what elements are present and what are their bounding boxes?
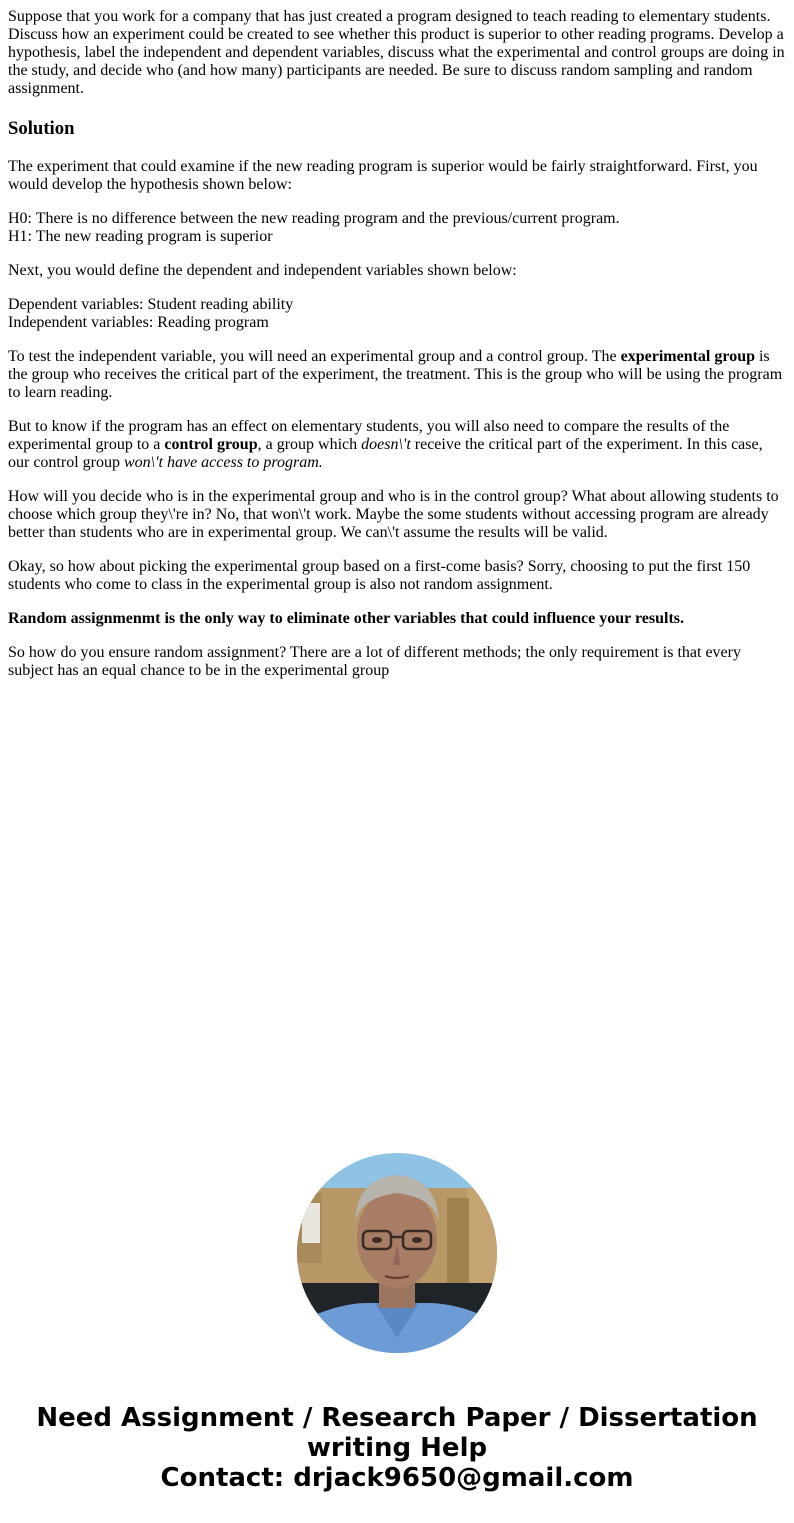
experimental-group-term: experimental group bbox=[620, 348, 755, 365]
document-body bbox=[8, 8, 786, 696]
null-hypothesis: H0: There is no difference between the new reading program and the previous/current program. bbox=[8, 210, 620, 227]
text-segment: But to know if the program has an effect on elementary students, you will also need to compare the results of the experimental group to a bbox=[8, 418, 730, 453]
solution-intro: The experiment that could examine if the new reading program is superior would be fairly straightforward. First, you would develop the hypothesis shown below: bbox=[8, 158, 758, 193]
alternative-hypothesis: H1: The new reading program is superior bbox=[8, 228, 273, 245]
promo-banner bbox=[0, 1403, 794, 1493]
hypotheses-block bbox=[8, 210, 786, 246]
promo-line-1: Need Assignment / Research Paper / Dissertation bbox=[36, 1403, 758, 1433]
independent-variable: Independent variables: Reading program bbox=[8, 314, 269, 331]
first-come-paragraph: Okay, so how about picking the experimental group based on a first-come basis? Sorry, choosing to put the first 150 students who come to class in the experimental group is also not random assignment. bbox=[8, 558, 751, 593]
question-text: Suppose that you work for a company that has just created a program designed to teach reading to elementary students. Discuss how an experiment could be created to see whether this product is superior to other reading programs. Develop a hypothesis, label the independent and dependent variables, discuss what the experimental and control groups are doing in the study, and decide who (and how many) participants are needed. Be sure to discuss random sampling and random assignment. bbox=[8, 8, 785, 97]
random-assignment-statement bbox=[8, 610, 786, 628]
closing-paragraph: So how do you ensure random assignment? There are a lot of different methods; the only requirement is that every subject has an equal chance to be in the experimental group bbox=[8, 644, 741, 679]
promo-line-2: writing Help bbox=[306, 1433, 488, 1463]
control-group-term: control group bbox=[164, 436, 258, 453]
text-segment: , a group which bbox=[257, 436, 362, 453]
variables-intro: Next, you would define the dependent and independent variables shown below: bbox=[8, 262, 517, 279]
variables-block bbox=[8, 296, 786, 332]
text-segment: To test the independent variable, you will need an experimental group and a control group. The bbox=[8, 348, 621, 365]
emphasis-doesnt: doesn\'t bbox=[361, 436, 411, 453]
emphasis-no-access: won\'t have access to program. bbox=[123, 454, 323, 471]
text-segment: is the group who receives the critical part of the experiment, the treatment. This is the group who will be using the program to learn reading. bbox=[8, 348, 783, 401]
promo-contact: Contact: drjack9650@gmail.com bbox=[160, 1463, 634, 1493]
solution-heading: Solution bbox=[8, 118, 75, 139]
dependent-variable: Dependent variables: Student reading ability bbox=[8, 296, 294, 313]
assignment-paragraph: How will you decide who is in the experimental group and who is in the control group? What about allowing students to choose which group they\'re in? No, that won\'t work. Maybe the some students without accessing program are already better than students who are in experimental group. We can\'t assume the results will be valid. bbox=[8, 488, 779, 541]
bold-statement: Random assignmenmt is the only way to eliminate other variables that could influence your results. bbox=[8, 610, 685, 627]
experimental-group-paragraph bbox=[8, 348, 786, 402]
text-segment: receive the critical part of the experiment. In this case, our control group bbox=[8, 436, 763, 471]
tutor-portrait-icon bbox=[297, 1153, 497, 1353]
avatar bbox=[297, 1153, 497, 1353]
control-group-paragraph bbox=[8, 418, 786, 472]
